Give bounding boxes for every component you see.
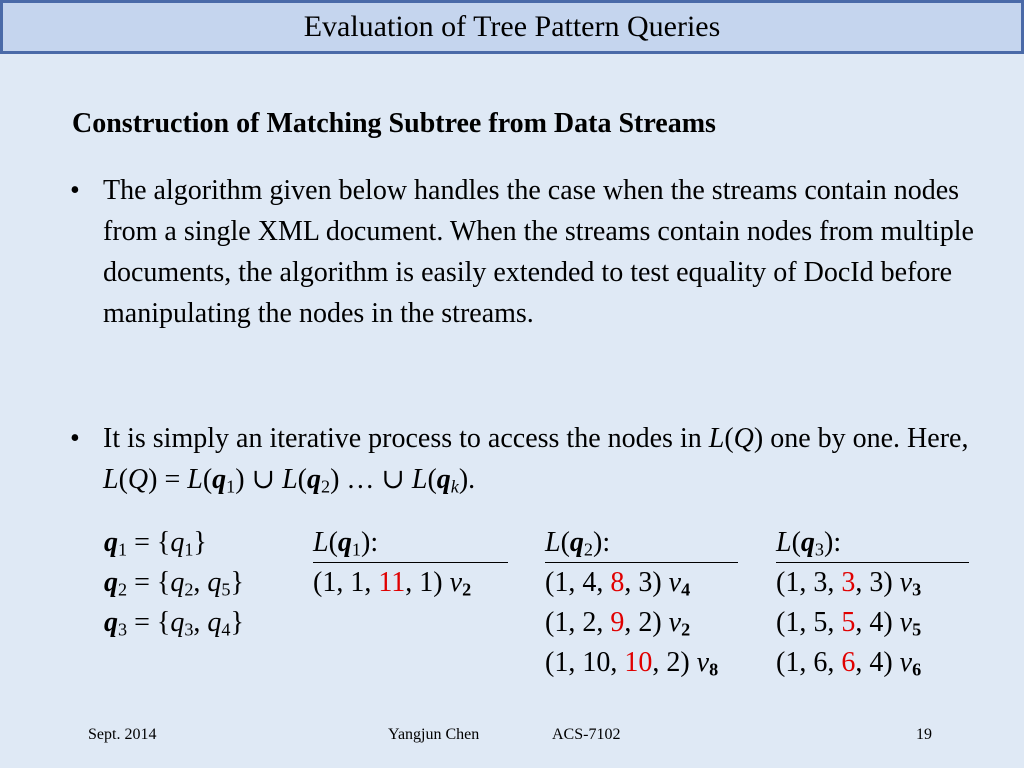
footer-page-number: 19 <box>916 726 932 743</box>
bullet-dot: • <box>70 423 80 454</box>
query-mapping-3: $q_3 = \{q_3$, $q_4$} <box>104 607 244 640</box>
list-q3-row-3: (1, 6, 6, 4) $v_6$ <box>776 647 922 680</box>
list-q1-row-1: (1, 1, 11, 1) $v_2$ <box>313 567 472 600</box>
list-header-rule <box>776 562 969 563</box>
query-mapping-2: $q_2 = \{q_2$, $q_5$} <box>104 567 244 600</box>
list-q2-row-3: (1, 10, 10, 2) $v_8$ <box>545 647 719 680</box>
list-header-q2: $L(q_2)$: <box>545 527 611 560</box>
list-header-rule <box>545 562 738 563</box>
section-heading: Construction of Matching Subtree from Data Streams <box>72 108 716 139</box>
list-q3-row-2: (1, 5, 5, 4) $v_5$ <box>776 607 922 640</box>
bullet-dot: • <box>70 175 80 206</box>
bullet-2-text: It is simply an iterative process to access the nodes in L(Q) one by one. Here, $L(Q) = L(q_1)$ ∪ $L(q_2)$ … ∪ $L(q_k)$. <box>103 423 969 497</box>
footer-date: Sept. 2014 <box>88 726 157 743</box>
query-mapping-1: $q_1 = \{q_1\}$ <box>104 527 207 560</box>
list-q3-row-1: (1, 3, 3, 3) $v_3$ <box>776 567 922 600</box>
list-header-q3: $L(q_3)$: <box>776 527 842 560</box>
list-q2-row-1: (1, 4, 8, 3) $v_4$ <box>545 567 691 600</box>
slide-title: Evaluation of Tree Pattern Queries <box>0 0 1024 54</box>
bullet-item-1 <box>70 170 1000 334</box>
list-header-q1: $L(q_1)$: <box>313 527 379 560</box>
footer-course: ACS-7102 <box>552 726 621 743</box>
footer-author: Yangjun Chen <box>388 726 480 743</box>
bullet-item-2 <box>70 418 1000 508</box>
list-q2-row-2: (1, 2, 9, 2) $v_2$ <box>545 607 691 640</box>
bullet-1-text: The algorithm given below handles the case when the streams contain nodes from a single XML document. When the streams contain nodes from multiple documents, the algorithm is easily extended to test equality of DocId before manipulating the nodes in the streams. <box>103 175 974 329</box>
list-header-rule <box>313 562 508 563</box>
